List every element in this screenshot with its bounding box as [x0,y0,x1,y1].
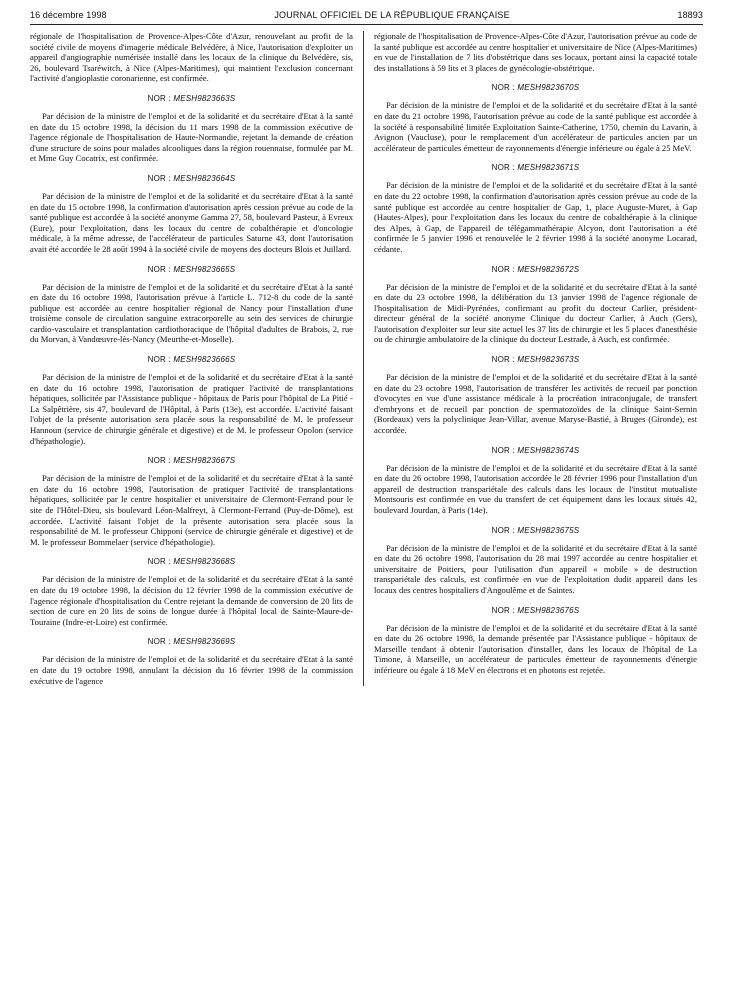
nor-reference [374,355,697,364]
nor-label: NOR : [147,264,171,274]
nor-code: MESH9823672S [517,264,580,274]
nor-code: MESH9823669S [173,637,236,647]
nor-label: NOR : [491,605,515,615]
two-column-body [30,31,703,686]
nor-label: NOR : [147,355,171,365]
nor-reference [30,265,353,274]
decision-paragraph: Par décision de la ministre de l'emploi et de la solidarité et du secrétaire d'Etat à la santé en date du 15 octobre 1998, la décision du 11 mars 1998 de la commission exécutive de l'agence régionale de l'hospitalisation de Haute-Normandie, rejetant la demande de création d'une structure de soins pour malades alcooliques dans la région rouennaise, formulée par M. et Mme Guy Cocatrix, est confirmée. [30,110,353,164]
header-page-number: 18893 [677,10,703,20]
nor-label: NOR : [491,264,515,274]
right-column [374,31,697,686]
nor-code: MESH9823668S [173,557,236,567]
header-date: 16 décembre 1998 [30,10,107,20]
decision-paragraph: Par décision de la ministre de l'emploi et de la solidarité et du secrétaire d'Etat à la santé en date du 23 octobre 1998, l'autorisation de transférer les activités de recueil par ponction d'ovocytes en vue d'une assistance médicale à la procréation intraconjugale, de transfert d'embryons et de recueil par ponction de spermatozoïdes de la clinique Saint-Sernin (Bordeaux) vers la polyclinique Jean-Villar, avenue Maryse-Bastié, à Bruges (Gironde), est accordée. [374,372,697,436]
nor-code: MESH9823673S [517,355,580,365]
nor-code: MESH9823670S [517,83,580,93]
decision-paragraph: Par décision de la ministre de l'emploi et de la solidarité et du secrétaire d'Etat à la santé en date du 22 octobre 1998, la confirmation d'autorisation après cession prévue au code de la santé publique est accordée au centre hospitalier de Gap, 1, place Auguste-Muret, à Gap (Hautes-Alpes), pour l'exploitation dans les locaux du centre de cobalthérapie à la clinique des Alpes, à Gap, de l'appareil de télégammathérapie Alcyon, dont l'autorisation a été confirmée le 5 janvier 1996 et renouvelée le 2 février 1998 à la société anonyme Locarad, cédante. [374,180,697,254]
decision-paragraph: Par décision de la ministre de l'emploi et de la solidarité et du secrétaire d'Etat à la santé en date du 16 octobre 1998, l'autorisation de pratiquer l'activité de transplantations hépatiques, sollicitée par le centre hospitalier et universitaire de Clermont-Ferrand pour le site de l'Hôtel-Dieu, sis boulevard Léon-Malfreyt, à Clermont-Ferrand (Puy-de-Dôme), est accordée. L'activité faisant l'objet de la présente autorisation sera placée sous la responsabilité de M. le professeur Chipponi (service de chirurgie générale et digestive) et de M. le professeur Bommelaer (service d'hépathologie). [30,473,353,547]
nor-code: MESH9823663S [173,93,236,103]
nor-label: NOR : [147,637,171,647]
nor-reference [30,355,353,364]
nor-reference [374,83,697,92]
nor-code: MESH9823675S [517,525,580,535]
nor-label: NOR : [491,525,515,535]
decision-paragraph: Par décision de la ministre de l'emploi et de la solidarité et du secrétaire d'Etat à la santé en date du 19 octobre 1998, annulant la décision du 16 février 1998 de la commission exécutive de l'agence [30,654,353,686]
nor-reference [30,557,353,566]
nor-label: NOR : [491,163,515,173]
decision-paragraph: Par décision de la ministre de l'emploi et de la solidarité et du secrétaire d'Etat à la santé en date du 26 octobre 1998, l'autorisation du 28 mai 1997 accordée au centre hospitalier et universitaire de Poitiers, pour l'utilisation d'un appareil « mobile » de destruction transpariétale des calculs, est confirmée en vue de l'exploitation dudit appareil dans les locaux des centres hospitaliers d'Angoulême et de Saintes. [374,542,697,595]
decision-paragraph: Par décision de la ministre de l'emploi et de la solidarité et du secrétaire d'Etat à la santé en date du 23 octobre 1998, la délibération du 13 janvier 1998 de l'agence régionale de l'hospitalisation de Midi-Pyrénées, confirmant au profit du docteur Carlier, président-directeur général de la société anonyme Clinique du docteur Carlier, à Auch (Gers), l'autorisation d'exploiter sur leur site actuel les 37 lits de chirurgie et les 5 places d'anesthésie ou de chirurgie ambulatoire de la clinique du docteur Lestrade, à Auch, est confirmée. [374,281,697,345]
decision-paragraph: Par décision de la ministre de l'emploi et de la solidarité et du secrétaire d'Etat à la santé en date du 21 octobre 1998, l'autorisation prévue au code de la santé publique est accordée à la société à responsabilité limitée Exploitation Sainte-Catherine, 1750, chemin du Lavarin, à Avignon (Vaucluse), pour le remplacement d'un accélérateur de particules ancien par un accélérateur de particules émetteur de rayonnements d'énergie inférieure ou égale à 25 MeV. [374,100,697,153]
nor-code: MESH9823676S [517,605,580,615]
nor-code: MESH9823666S [173,355,236,365]
nor-reference [30,456,353,465]
nor-code: MESH9823665S [173,264,236,274]
nor-reference [374,163,697,172]
decision-paragraph: Par décision de la ministre de l'emploi et de la solidarité et du secrétaire d'Etat à la santé en date du 19 octobre 1998, la décision du 12 février 1998 de la commission exécutive de l'agence régionale d'hospitalisation du Centre rejetant la demande de conversion de 20 lits de section de cure en 20 lits de soins de longue durée à l'hôpital local de Sainte-Maure-de-Touraine (Indre-et-Loire) est confirmée. [30,574,353,627]
decision-paragraph: Par décision de la ministre de l'emploi et de la solidarité et du secrétaire d'Etat à la santé en date du 26 octobre 1998, l'autorisation accordée le 28 février 1996 pour l'installation d'un appareil de destruction transpariétale des calculs dans les locaux de l'institut mutualiste Montsouris est confirmée en vue du transfert de cet équipement dans les locaux situés 42, boulevard Jourdan, à Paris (14e). [374,462,697,515]
nor-reference [374,606,697,615]
decision-paragraph: Par décision de la ministre de l'emploi et de la solidarité et du secrétaire d'Etat à la santé en date du 15 octobre 1998, la confirmation d'autorisation après cession prévue au code de la santé publique est accordée à la société anonyme Gamma 27, 58, boulevard Pasteur, à Evreux (Eure), pour l'exploitation, dans les locaux du centre de cobalthérapie et d'oncologie médicale, à la même adresse, de l'accélérateur de particules Saturne 43, dont l'autorisation avait été accordée le 28 août 1994 à la société civile de moyens des docteurs Blois et Juillard. [30,190,353,254]
nor-reference [30,94,353,103]
nor-reference [30,637,353,646]
nor-reference [374,446,697,455]
left-column [30,31,364,686]
decision-paragraph: Par décision de la ministre de l'emploi et de la solidarité et du secrétaire d'Etat à la santé en date du 16 octobre 1998, l'autorisation prévue à l'article L. 712-8 du code de la santé publique est accordée au centre hospitalier régional de Nancy pour l'installation d'une troisième console de circulation sanguine extracorporelle au sein des services de chirurgie cardio-vasculaire et transplantation cardiothoracique de l'hôpital d'adultes de Brabois, 2, rue du Morvan, à Vandœuvre-lès-Nancy (Meurthe-et-Moselle). [30,281,353,345]
decision-paragraph: Par décision de la ministre de l'emploi et de la solidarité et du secrétaire d'Etat à la santé en date du 16 octobre 1998, l'autorisation de pratiquer l'activité de transplantations hépatiques, sollicitée par l'Assistance publique - hôpitaux de Paris pour l'hôpital de La Pitié - La Salpêtrière, sis 47, boulevard de l'Hôpital, à Paris (13e), est accordée. L'activité faisant l'objet de la présente autorisation sera placée sous la responsabilité de M. le professeur Hannoun (service de chirurgie générale et digestive) et de M. le professeur Opolon (service d'hépathologie). [30,372,353,446]
nor-reference [374,526,697,535]
nor-label: NOR : [147,557,171,567]
right-intro-paragraph: régionale de l'hospitalisation de Provence-Alpes-Côte d'Azur, l'autorisation prévue au code de la santé publique est accordée au centre hospitalier et universitaire de Nice (Alpes-Maritimes) en vue de l'installation de 7 lits d'obstétrique dans ses locaux, portant ainsi la capacité totale des installations à 59 lits et 3 places de gynécologie-obstétrique. [374,31,697,73]
nor-code: MESH9823674S [517,445,580,455]
page-header [30,10,703,25]
nor-label: NOR : [147,456,171,466]
nor-code: MESH9823671S [517,163,580,173]
header-journal-title: JOURNAL OFFICIEL DE LA RÉPUBLIQUE FRANÇAISE [274,10,510,20]
nor-code: MESH9823664S [173,173,236,183]
nor-code: MESH9823667S [173,456,236,466]
nor-label: NOR : [491,83,515,93]
nor-label: NOR : [491,445,515,455]
nor-label: NOR : [147,173,171,183]
nor-reference [30,174,353,183]
left-intro-paragraph: régionale de l'hospitalisation de Provence-Alpes-Côte d'Azur, renouvelant au profit de la société civile de moyens d'imagerie médicale Belvédère, à Nice, l'autorisation d'exploiter un appareil d'angiographie numérisée installé dans les locaux de la clinique du Belvédère, sis, 26, boulevard Tsaréwitch, à Nice (Alpes-Maritimes), qui maintient l'exclusion concernant l'activité d'angioplastie coronarienne, est confirmée. [30,31,353,84]
decision-paragraph: Par décision de la ministre de l'emploi et de la solidarité et du secrétaire d'Etat à la santé en date du 26 octobre 1998, la demande présentée par l'Assistance publique - hôpitaux de Marseille tendant à obtenir l'autorisation d'installer, dans les locaux de l'hôpital de La Timone, à Marseille, un accélérateur de particules émetteur de rayonnements d'énergie inférieure ou égale à 18 MeV en électrons et en photons est rejetée. [374,622,697,675]
nor-label: NOR : [147,93,171,103]
nor-label: NOR : [491,355,515,365]
nor-reference [374,265,697,274]
